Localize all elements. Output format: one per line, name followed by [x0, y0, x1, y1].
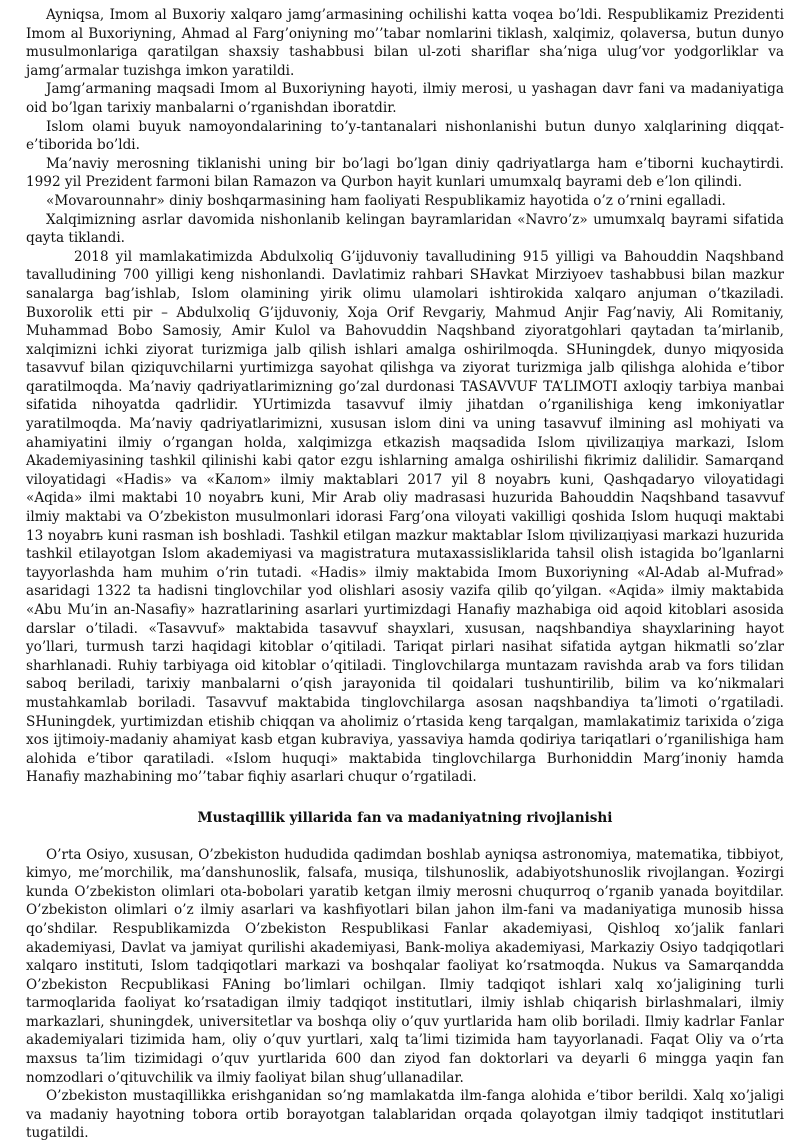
paragraph-fund-purpose: Jamg’armaning maqsadi Imom al Buxoriyning hayoti, ilmiy merosi, u yashagan davr fani va madaniyatiga oid bo’lgan tarixiy manbalarni o’rganishdan iboratdir. [26, 81, 784, 116]
paragraph-independence-science: O’zbekiston mustaqillikka erishganidan so’ng mamlakatda ilm-fanga alohida e’tibor berildi. Xalq xo’jaligi va madaniy hayotning tobora ortib borayotgan talablaridan orqada qolayotgan ilmiy tadqiqot institutlari tugatildi. [26, 1088, 784, 1142]
paragraph-islamic-figures: Islom olami buyuk namoyondalarining to’y-tantanalari nishonlanishi butun dunyo xalqlarining diqqat-e’tiborida bo’ldi. [26, 118, 784, 154]
paragraph-buxoriy-fund: Ayniqsa, Imom al Buxoriy xalqaro jamg’armasining ochilishi katta voqea bo’ldi. Respublikamiz Prezidenti Imom al Buxoriyning, Ahmad al Farg’oniyning mo’’tabar nomlarini tiklash, xalqimiz, qolaversa, butun dunyo musulmonlariga qaratilgan shaxsiy tashabbusi bilan ul-zoti shariflar sha’niga ulug’vor yodgorliklar va jamg’armalar tuzishga imkon yaratildi. [26, 7, 784, 79]
paragraph-religious-values: Ma’naviy merosning tiklanishi uning bir bo’lagi bo’lgan diniy qadriyatlarga ham e’tiborni kuchaytirdi. 1992 yil Prezident farmoni bilan Ramazon va Qurbon hayit kunlari umumxalq bayrami deb e’lon qilindi. [26, 155, 784, 191]
section-heading: Mustaqillik yillarida fan va madaniyatning rivojlanishi [197, 809, 613, 826]
paragraph-central-asia-science: O’rta Osiyo, xususan, O’zbekiston hududida qadimdan boshlab ayniqsa astronomiya, matematika, tibbiyot, kimyo, me’morchilik, ma’danshunoslik, falsafa, musiqa, tilshunoslik, adabiyotshunoslik rivojlangan. ¥ozirgi kunda O’zbekiston olimlari ota-bobolari yaratib ketgan ilmiy merosni chuqurroq o’rganib yanada boyitdilar. O’zbekiston olimlari o’z ilmiy asarlari va kashfiyotlari bilan jahon ilm-fani va madaniyatiga munosib hissa qo’shdilar. Respublikamizda O’zbekiston Respublikasi Fanlar akademiyasi, Qishloq xo’jalik fanlari akademiyasi, Davlat va jamiyat qurilishi akademiyasi, Bank-moliya akademiyasi, Markaziy Osiyo tadqiqotlari xalqaro instituti, Islom tadqiqotlari markazi va boshqalar faoliyat ko’rsatmoqda. Nukus va Samarqandda O’zbekiston Recpublikasi FAning bo’limlari ochilgan. Ilmiy tadqiqot ishlari xalq xo’jaligining turli tarmoqlarida faoliyat ko’rsatadigan ilmiy tadqiqot institutlari, ilmiy ishlab chiqarish birlashmalari, ilmiy markazlari, shuningdek, universitetlar va boshqa oliy o’quv yurtlarida ham olib boriladi. Ilmiy kadrlar Fanlar akademiyalari tizimida ham, oliy o’quv yurtlari, xalq ta’limi tizimida ham tayyorlanadi. Faqat Oliy va o’rta maxsus ta’lim tizimidagi o’quv yurtlarida 600 dan ziyod fan doktorlari va deyarli 6 mingga yaqin fan nomzodlari o’qituvchilik va ilmiy faoliyat bilan shug’ullanadilar. [26, 846, 784, 1086]
paragraph-2018-anniversary: 2018 yil mamlakatimizda Abdulxoliq G’ijduvoniy tavalludining 915 yilligi va Bahouddin Naqshband tavalludining 700 yilligi keng nishonlandi. Davlatimiz rahbari SHavkat Mirziyoev tashabbusi bilan mazkur sanalarga bag’ishlab, Islom olamining yirik olimu ulamolari ishtirokida xalqaro anjuman o’tkaziladi. Buxorolik etti pir – Abdulxoliq G’ijduvoniy, Xoja Orif Revgariy, Mahmud Anjir Fag’naviy, Ali Romitaniy, Muhammad Bobo Samosiy, Amir Kulol va Bahovuddin Naqshband ziyoratgohlari qaytadan ta’mirlanib, xalqimizni ichki ziyorat turizmiga jalb qilish ishlari amalga oshirilmoqda. SHuningdek, dunyo miqyosida tasavvuf bilan qiziquvchilarni yurtimizga sayohat qilishga va ziyorat turizmiga jalb qilishga alohida e’tibor qaratilmoqda. Ma’naviy qadriyatlarimizning go’zal durdonasi TASAVVUF TA’LIMOTI axloqiy tarbiya manbai sifatida nihoyatda qadrlidir. YUrtimizda tasavvuf ilmiy jihatdan o’rganilishiga keng imkoniyatlar yaratilmoqda. Ma’naviy qadriyatlarimizni, xususan islom dini va uning tasavvuf ilmining asl mohiyati va ahamiyatini ilmiy o’rgangan holda, xalqimizga etkazish maqsadida Islom цivilizaцiya markazi, Islom Akademiyasining tashkil qilinishi kabi qator ezgu ishlarning amalga oshirilishi fikrimiz dalilidir. Samarqand viloyatidagi «Hadis» va «Kaлom» ilmiy maktablari 2017 yil 8 noyabrь kuni, Qashqadaryo viloyatidagi «Aqida» ilmi maktabi 10 noyabrь kuni, Mir Arab oliy madrasasi huzurida Bahouddin Naqshband tasavvuf ilmiy maktabi va O’zbekiston musulmonlari idorasi Farg’ona viloyati vakilligi qoshida Islom huquqi maktabi 13 noyabrь kuni rasman ish boshladi. Tashkil etilgan mazkur maktablar Islom цivilizaцiyasi markazi huzurida tashkil etilayotgan Islom akademiyasi va magistratura mutaxassisliklarida tahsil olish istagida bo’lganlarni tayyorlashda ham muhim o’rin tutadi. «Hadis» ilmiy maktabida Imom Buxoriyning «Al-Adab al-Mufrad» asaridagi 1322 ta hadisni tinglovchilar yod olishlari asosiy vazifa qilib qo’yilgan. «Aqida» ilmiy maktabida «Abu Mu’in an-Nasafiy» hazratlarining asarlari yurtimizdagi Hanafiy mazhabiga oid aqoid kitoblari asosida darslar o’tiladi. «Tasavvuf» maktabida tasavvuf shayxlari, xususan, naqshbandiya shayxlarining hayot yo’llari, turmush tarzi haqidagi kitoblar o’qitiladi. Tariqat pirlari nasihat sifatida aytgan hikmatli so’zlar sharhlanadi. Ruhiy tarbiyaga oid kitoblar o’qitiladi. Tinglovchilarga muntazam ravishda arab va fors tilidan saboq beriladi, tarixiy manbalarni o’qish jarayonida til qoidalari tushuntirilib, bilim va ko’nikmalari mustahkamlab boriladi. Tasavvuf maktabida tinglovchilarga asosan naqshbandiya ta’limoti o’rgatiladi. SHuningdek, yurtimizdan etishib chiqqan va aholimiz o’rtasida keng tarqalgan, mamlakatimiz tarixida o’ziga xos ijtimoiy-madaniy ahamiyat kasb etgan kubraviya, yassaviya hamda qodiriya tariqatlari o’rganilishiga ham alohida e’tibor qaratiladi. «Islom huquqi» maktabida tinglovchilarga Burhoniddin Marg’inoniy hamda Hanafiy mazhabining mo’’tabar fiqhiy asarlari chuqur o’rgatiladi. [26, 248, 784, 786]
paragraph-movarounnahr: «Movarounnahr» diniy boshqarmasining ham faoliyati Respublikamiz hayotida o’z o’rnini egalladi. [46, 192, 726, 209]
paragraph-navroz: Xalqimizning asrlar davomida nishonlanib kelingan bayramlaridan «Navro’z» umumxalq bayrami sifatida qayta tiklandi. [26, 211, 784, 247]
